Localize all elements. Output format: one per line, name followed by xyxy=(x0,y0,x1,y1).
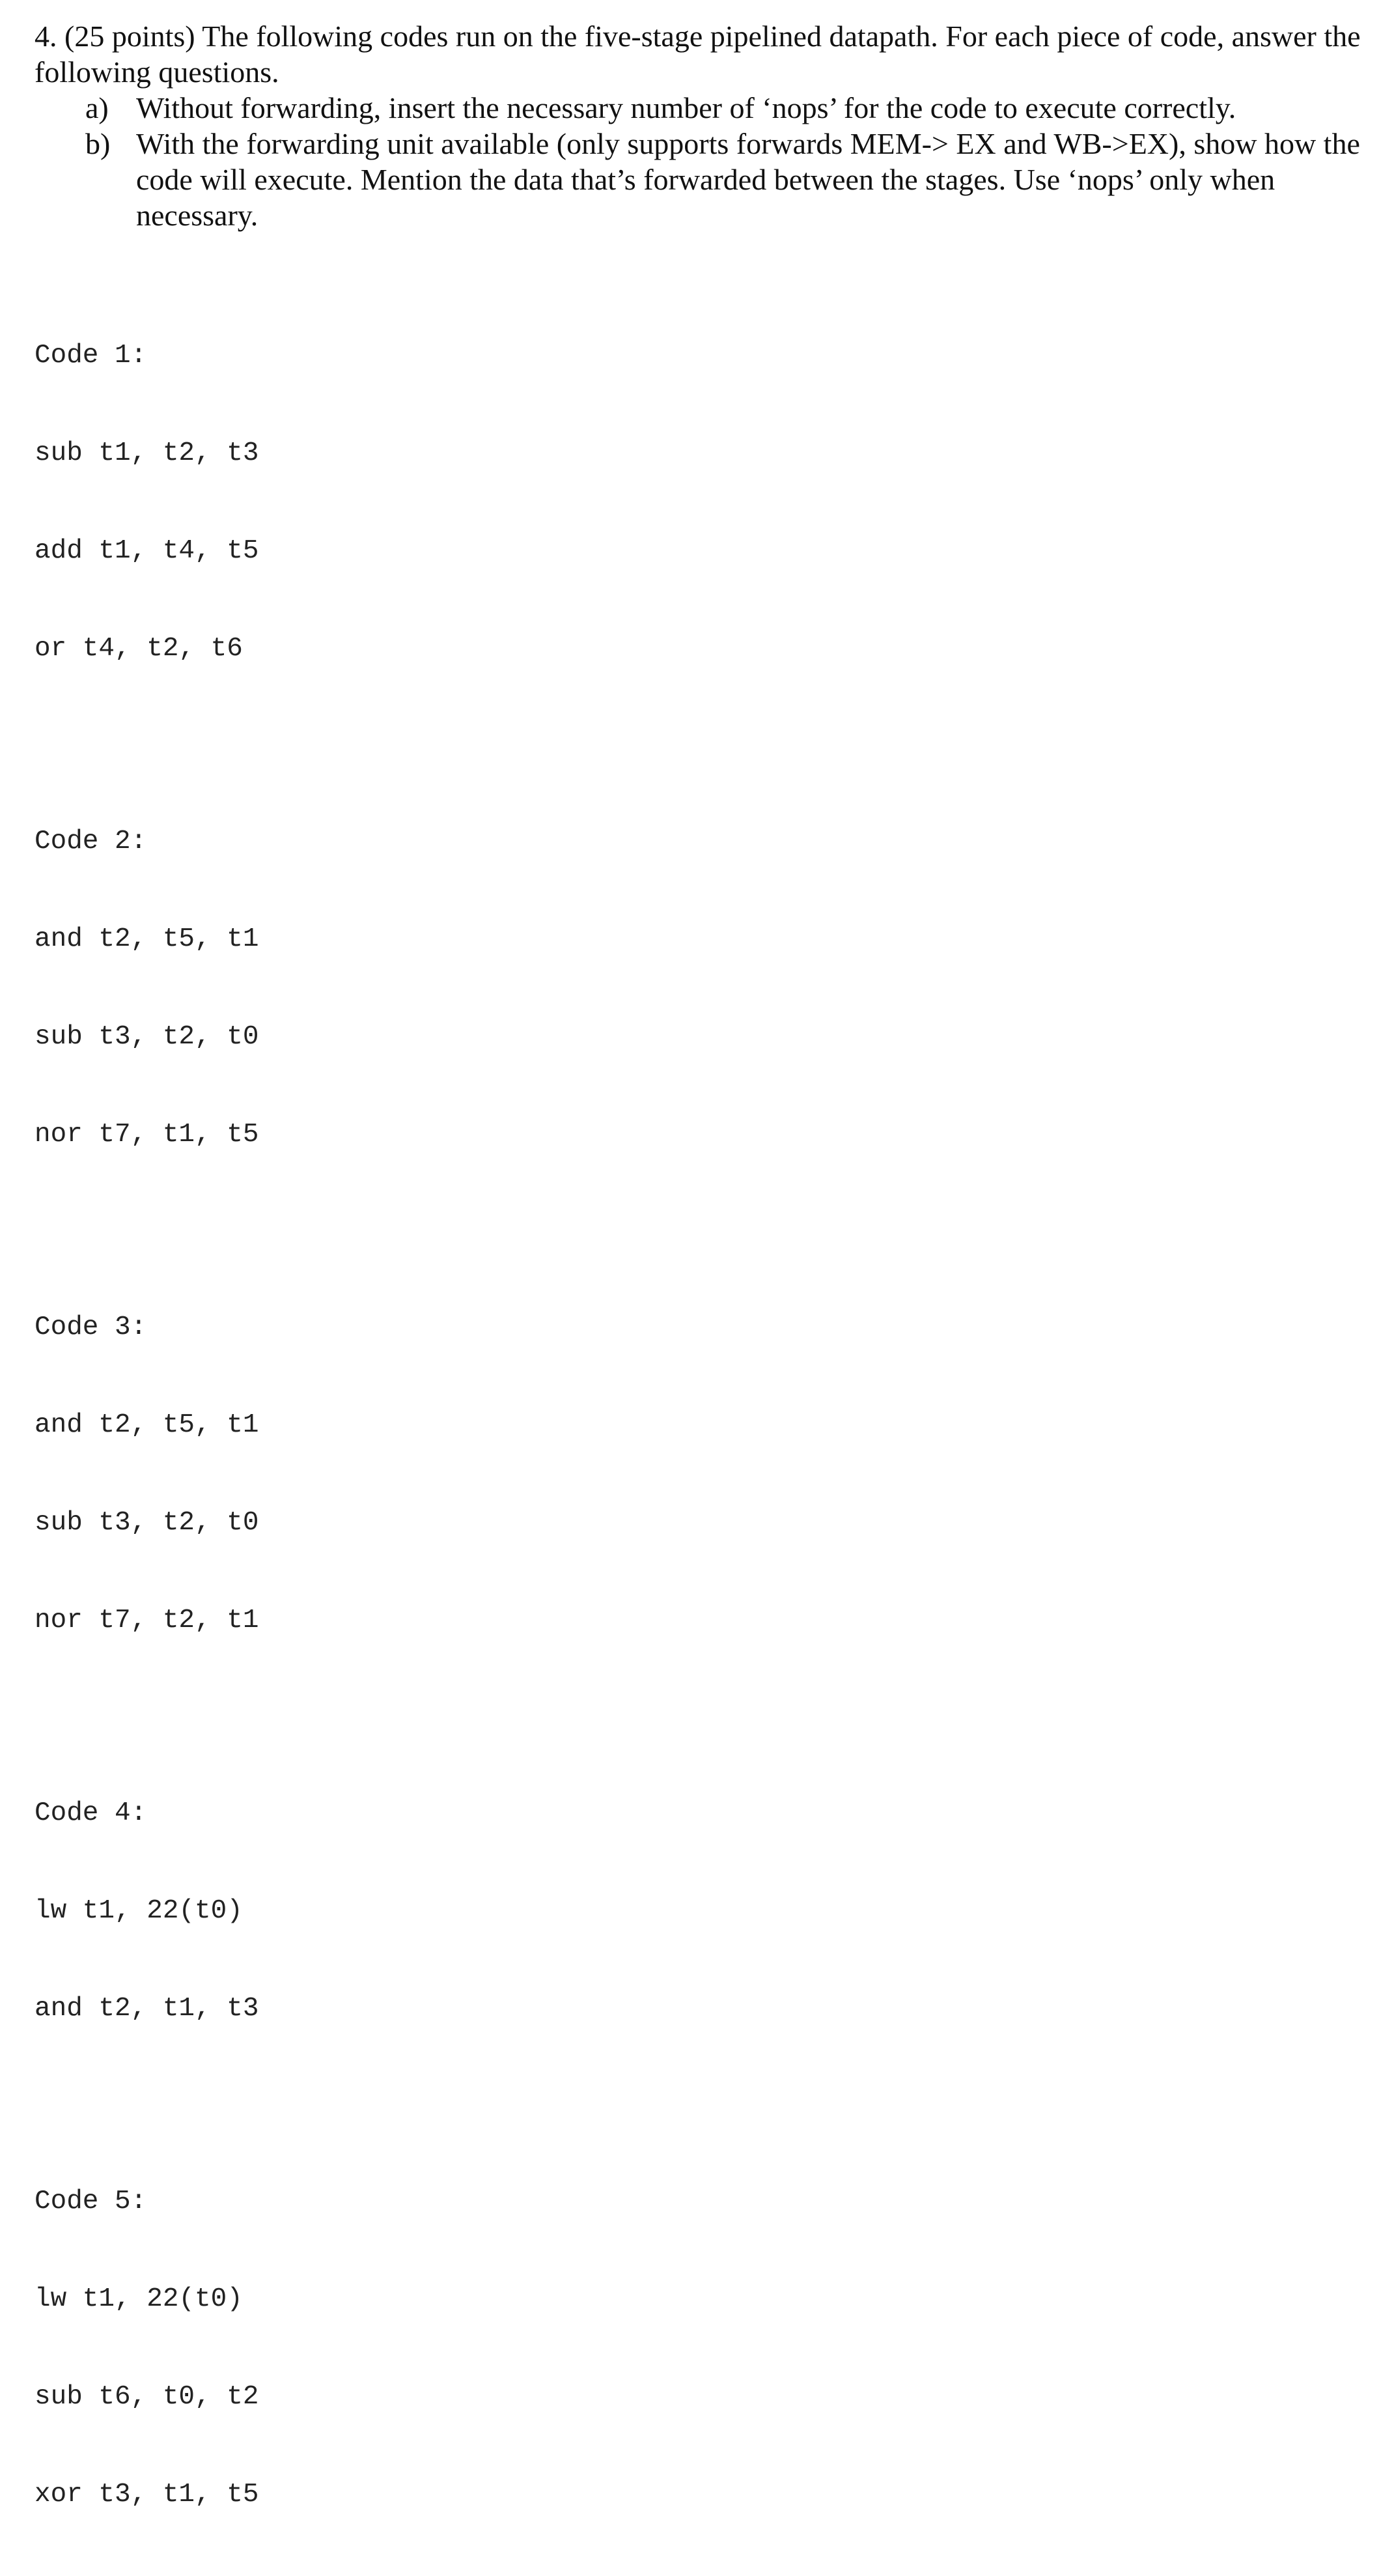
sub-question-letter: a) xyxy=(85,91,109,124)
code-line: and t2, t1, t3 xyxy=(35,1994,259,2024)
code-line: lw t1, 22(t0) xyxy=(35,1896,243,1926)
code-block-title: Code 2: xyxy=(35,827,147,856)
question-intro: 4. (25 points) The following codes run on the five-stage pipelined datapath. For each piece of code, answer the following questions. xyxy=(35,20,1361,89)
code-block-1 xyxy=(35,274,1363,730)
code-line: or t4, t2, t6 xyxy=(35,634,243,664)
code-line: nor t7, t1, t5 xyxy=(35,1120,259,1150)
sub-question-letter: b) xyxy=(85,127,111,160)
code-block-4 xyxy=(35,1732,1363,2090)
code-block-2 xyxy=(35,760,1363,1216)
code-line: sub t3, t2, t0 xyxy=(35,1022,259,1052)
sub-question-text: Without forwarding, insert the necessary number of ‘nops’ for the code to execute correctly. xyxy=(136,91,1236,124)
code-line: sub t3, t2, t0 xyxy=(35,1508,259,1538)
code-line: and t2, t5, t1 xyxy=(35,924,259,954)
sub-question-text: With the forwarding unit available (only supports forwards MEM-> EX and WB->EX), show how the code will execute. Mention the data that’s forwarded between the stages. Use ‘nops’ only when necessary. xyxy=(136,127,1360,232)
code-line: sub t6, t0, t2 xyxy=(35,2382,259,2412)
question-prompt xyxy=(35,18,1363,233)
code-line: nor t7, t2, t1 xyxy=(35,1606,259,1635)
code-block-title: Code 3: xyxy=(35,1312,147,1342)
code-block-title: Code 4: xyxy=(35,1798,147,1828)
code-block-title: Code 1: xyxy=(35,341,147,371)
code-line: lw t1, 22(t0) xyxy=(35,2284,243,2314)
code-line: sub t1, t2, t3 xyxy=(35,438,259,468)
code-line: and t2, t5, t1 xyxy=(35,1410,259,1440)
problem-page xyxy=(35,18,1363,2576)
sub-question-a xyxy=(35,90,1363,126)
code-line: add t1, t4, t5 xyxy=(35,536,259,566)
code-block-5 xyxy=(35,2120,1363,2576)
code-line: xor t3, t1, t5 xyxy=(35,2480,259,2510)
code-block-3 xyxy=(35,1246,1363,1702)
sub-question-b xyxy=(35,126,1363,233)
code-listings xyxy=(35,274,1363,2576)
code-block-title: Code 5: xyxy=(35,2187,147,2216)
